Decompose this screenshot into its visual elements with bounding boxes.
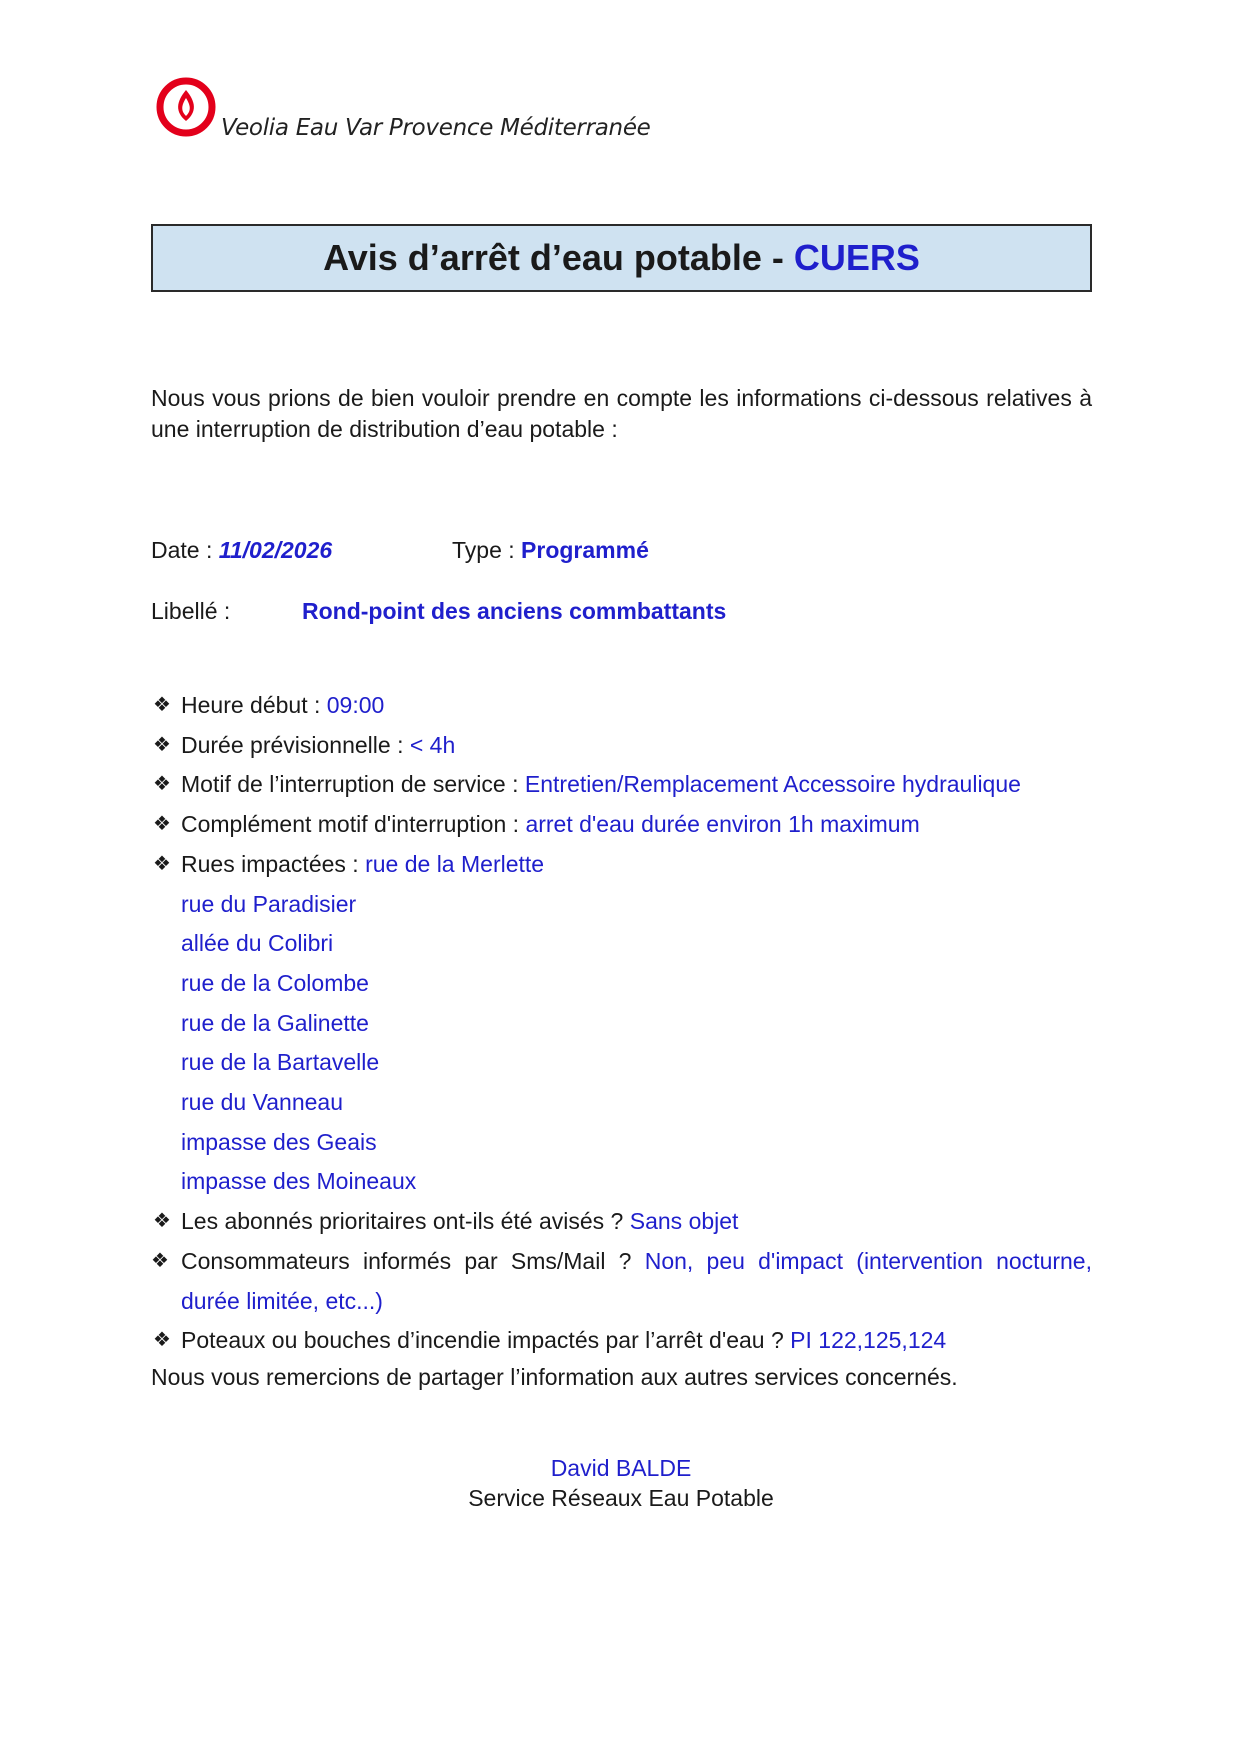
signature-department: Service Réseaux Eau Potable xyxy=(468,1485,774,1511)
street-name: rue de la Merlette xyxy=(365,850,545,877)
libelle-value: Rond-point des anciens commbattants xyxy=(302,598,727,624)
details-list xyxy=(151,686,1092,1361)
duree-label: Durée prévisionnelle : xyxy=(181,731,410,758)
intro-paragraph: Nous vous prions de bien vouloir prendre en compte les informations ci-dessous relatives à une interruption de distribution d’eau potable : xyxy=(151,385,1092,442)
poteaux-value: PI 122,125,124 xyxy=(790,1327,947,1354)
type-label: Type : xyxy=(452,537,522,563)
street-name: rue du Vanneau xyxy=(181,1089,343,1116)
list-item-duree xyxy=(151,726,1092,766)
letterhead xyxy=(155,76,755,146)
title-city: CUERS xyxy=(793,237,920,278)
street-name: allée du Colibri xyxy=(181,930,334,957)
consommateurs-label: Consommateurs informés par Sms/Mail ? xyxy=(181,1247,645,1274)
motif-label: Motif de l’interruption de service : xyxy=(181,771,525,798)
consommateurs-value: Non, peu d'impact (intervention nocturne, durée limitée, etc...) xyxy=(181,1247,1092,1314)
duree-value: < 4h xyxy=(409,731,456,758)
bullet-icon: ❖ xyxy=(153,733,171,756)
date-field xyxy=(151,537,332,564)
bullet-icon: ❖ xyxy=(151,1249,169,1272)
list-item-abonnes xyxy=(151,1202,1092,1242)
list-item-rues xyxy=(151,845,1092,885)
list-item-heure xyxy=(151,686,1092,726)
notice-title xyxy=(151,224,1092,292)
poteaux-label: Poteaux ou bouches d’incendie impactés par l’arrêt d'eau ? xyxy=(181,1327,791,1354)
veolia-logo-icon xyxy=(155,76,217,138)
company-name: Veolia Eau Var Provence Méditerranée xyxy=(221,115,651,141)
motif-value: Entretien/Remplacement Accessoire hydraulique xyxy=(524,771,1021,798)
bullet-icon: ❖ xyxy=(153,852,171,875)
signature-name: David BALDE xyxy=(550,1455,692,1481)
heure-label: Heure début : xyxy=(181,692,327,718)
list-item-poteaux xyxy=(151,1321,1092,1361)
date-label: Date : xyxy=(151,537,219,563)
libelle-label: Libellé : xyxy=(151,598,231,624)
closing-sentence: Nous vous remercions de partager l’information aux autres services concernés. xyxy=(151,1364,958,1390)
complement-value: arret d'eau durée environ 1h maximum xyxy=(525,811,920,838)
street-name: rue de la Colombe xyxy=(181,969,369,996)
list-item-motif xyxy=(151,765,1092,805)
abonnes-label: Les abonnés prioritaires ont-ils été avisés ? xyxy=(181,1208,630,1235)
type-field xyxy=(452,537,649,564)
date-value: 11/02/2026 xyxy=(218,537,333,563)
abonnes-value: Sans objet xyxy=(629,1208,739,1235)
street-name: rue de la Galinette xyxy=(181,1009,369,1036)
list-item-complement xyxy=(151,805,1092,845)
street-name: rue du Paradisier xyxy=(181,890,357,917)
street-name: impasse des Moineaux xyxy=(181,1168,417,1195)
bullet-icon: ❖ xyxy=(153,1210,171,1233)
list-item-consommateurs xyxy=(151,1242,1092,1321)
type-value: Programmé xyxy=(521,537,649,563)
street-name: rue de la Bartavelle xyxy=(181,1049,380,1076)
bullet-icon: ❖ xyxy=(153,694,171,716)
street-name: impasse des Geais xyxy=(181,1128,377,1155)
heure-value: 09:00 xyxy=(326,692,385,718)
complement-label: Complément motif d'interruption : xyxy=(181,811,526,838)
bullet-icon: ❖ xyxy=(153,1329,171,1352)
bullet-icon: ❖ xyxy=(153,813,171,836)
rues-label: Rues impactées : xyxy=(181,850,366,877)
bullet-icon: ❖ xyxy=(153,773,171,796)
title-prefix: Avis d’arrêt d’eau potable - xyxy=(323,237,794,278)
